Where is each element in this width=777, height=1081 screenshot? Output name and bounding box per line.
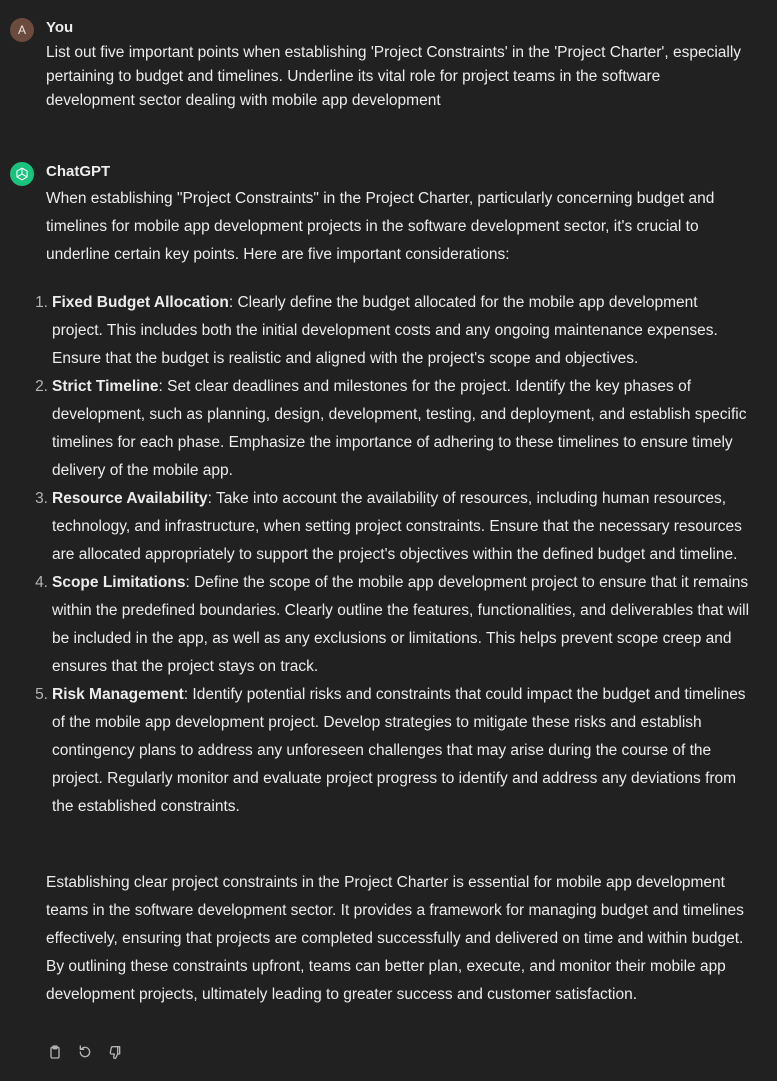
- list-item: [35, 373, 752, 485]
- regenerate-button[interactable]: [76, 1043, 94, 1061]
- assistant-intro: When establishing "Project Constraints" in the Project Charter, particularly concerning budget and timelines for mobile app development projects in the software development sector, it's crucial to underline certain key points. Here are five important considerations:: [46, 190, 715, 263]
- point-label: Scope Limitations: [52, 574, 186, 591]
- assistant-avatar: [10, 162, 34, 186]
- copy-button[interactable]: [46, 1043, 64, 1061]
- user-name: You: [46, 19, 74, 36]
- regenerate-icon: [77, 1044, 93, 1060]
- thumbs-down-icon: [107, 1044, 123, 1060]
- copy-icon: [47, 1044, 63, 1060]
- point-label: Risk Management: [52, 686, 184, 703]
- assistant-name: ChatGPT: [46, 163, 111, 180]
- list-item: [35, 681, 752, 821]
- point-label: Resource Availability: [52, 490, 208, 507]
- assistant-conclusion: Establishing clear project constraints in the Project Charter is essential for mobile app development teams in the software development sector. It provides a framework for managing budget and timelines effectively, ensuring that projects are completed successfully and delivered on time and within budget. By outlining these constraints upfront, teams can better plan, execute, and monitor their mobile app development projects, ultimately leading to greater success and customer satisfaction.: [46, 874, 744, 1003]
- thumbs-down-button[interactable]: [106, 1043, 124, 1061]
- list-number: 5.: [35, 686, 48, 703]
- user-avatar-letter: A: [17, 23, 26, 37]
- list-item: [35, 485, 752, 569]
- point-text: : Take into account the availability of resources, including human resources, technology, and infrastructure, when setting project constraints. Ensure that the necessary resources are allocated appropriately to support the project's objectives within the defined budget and timeline.: [52, 490, 742, 563]
- list-number: 2.: [35, 378, 48, 395]
- point-text: : Set clear deadlines and milestones for the project. Identify the key phases of development, such as planning, design, development, testing, and deployment, and establish specific timelines for each phase. Emphasize the importance of adhering to these timelines to ensure timely delivery of the mobile app.: [52, 378, 747, 479]
- list-item: [35, 569, 752, 681]
- point-label: Strict Timeline: [52, 378, 159, 395]
- user-message-text: List out five important points when establishing 'Project Constraints' in the 'Project Charter', especially pertaining to budget and timelines. Underline its vital role for project teams in the software development sector dealing with mobile app development: [46, 44, 742, 109]
- openai-logo-icon: [14, 166, 30, 182]
- point-text: : Define the scope of the mobile app development project to ensure that it remains within the predefined boundaries. Clearly outline the features, functionalities, and deliverables that will be included in the app, as well as any exclusions or limitations. This helps prevent scope creep and ensures that the project stays on track.: [52, 574, 750, 675]
- point-label: Fixed Budget Allocation: [52, 294, 229, 311]
- list-number: 1.: [35, 294, 48, 311]
- point-text: : Identify potential risks and constraints that could impact the budget and timelines of the mobile app development project. Develop strategies to mitigate these risks and establish contingency plans to address any unforeseen challenges that may arise during the course of the project. Regularly monitor and evaluate project progress to identify and address any deviations from the established constraints.: [52, 686, 746, 815]
- point-text: : Clearly define the budget allocated for the mobile app development project. This includes both the initial development costs and any ongoing maintenance expenses. Ensure that the budget is realistic and aligned with the project's scope and objectives.: [52, 294, 718, 367]
- user-avatar: [10, 18, 34, 42]
- list-number: 4.: [35, 574, 48, 591]
- message-actions: [46, 1043, 124, 1061]
- list-item: [35, 289, 752, 373]
- list-number: 3.: [35, 490, 48, 507]
- considerations-list: [35, 289, 752, 821]
